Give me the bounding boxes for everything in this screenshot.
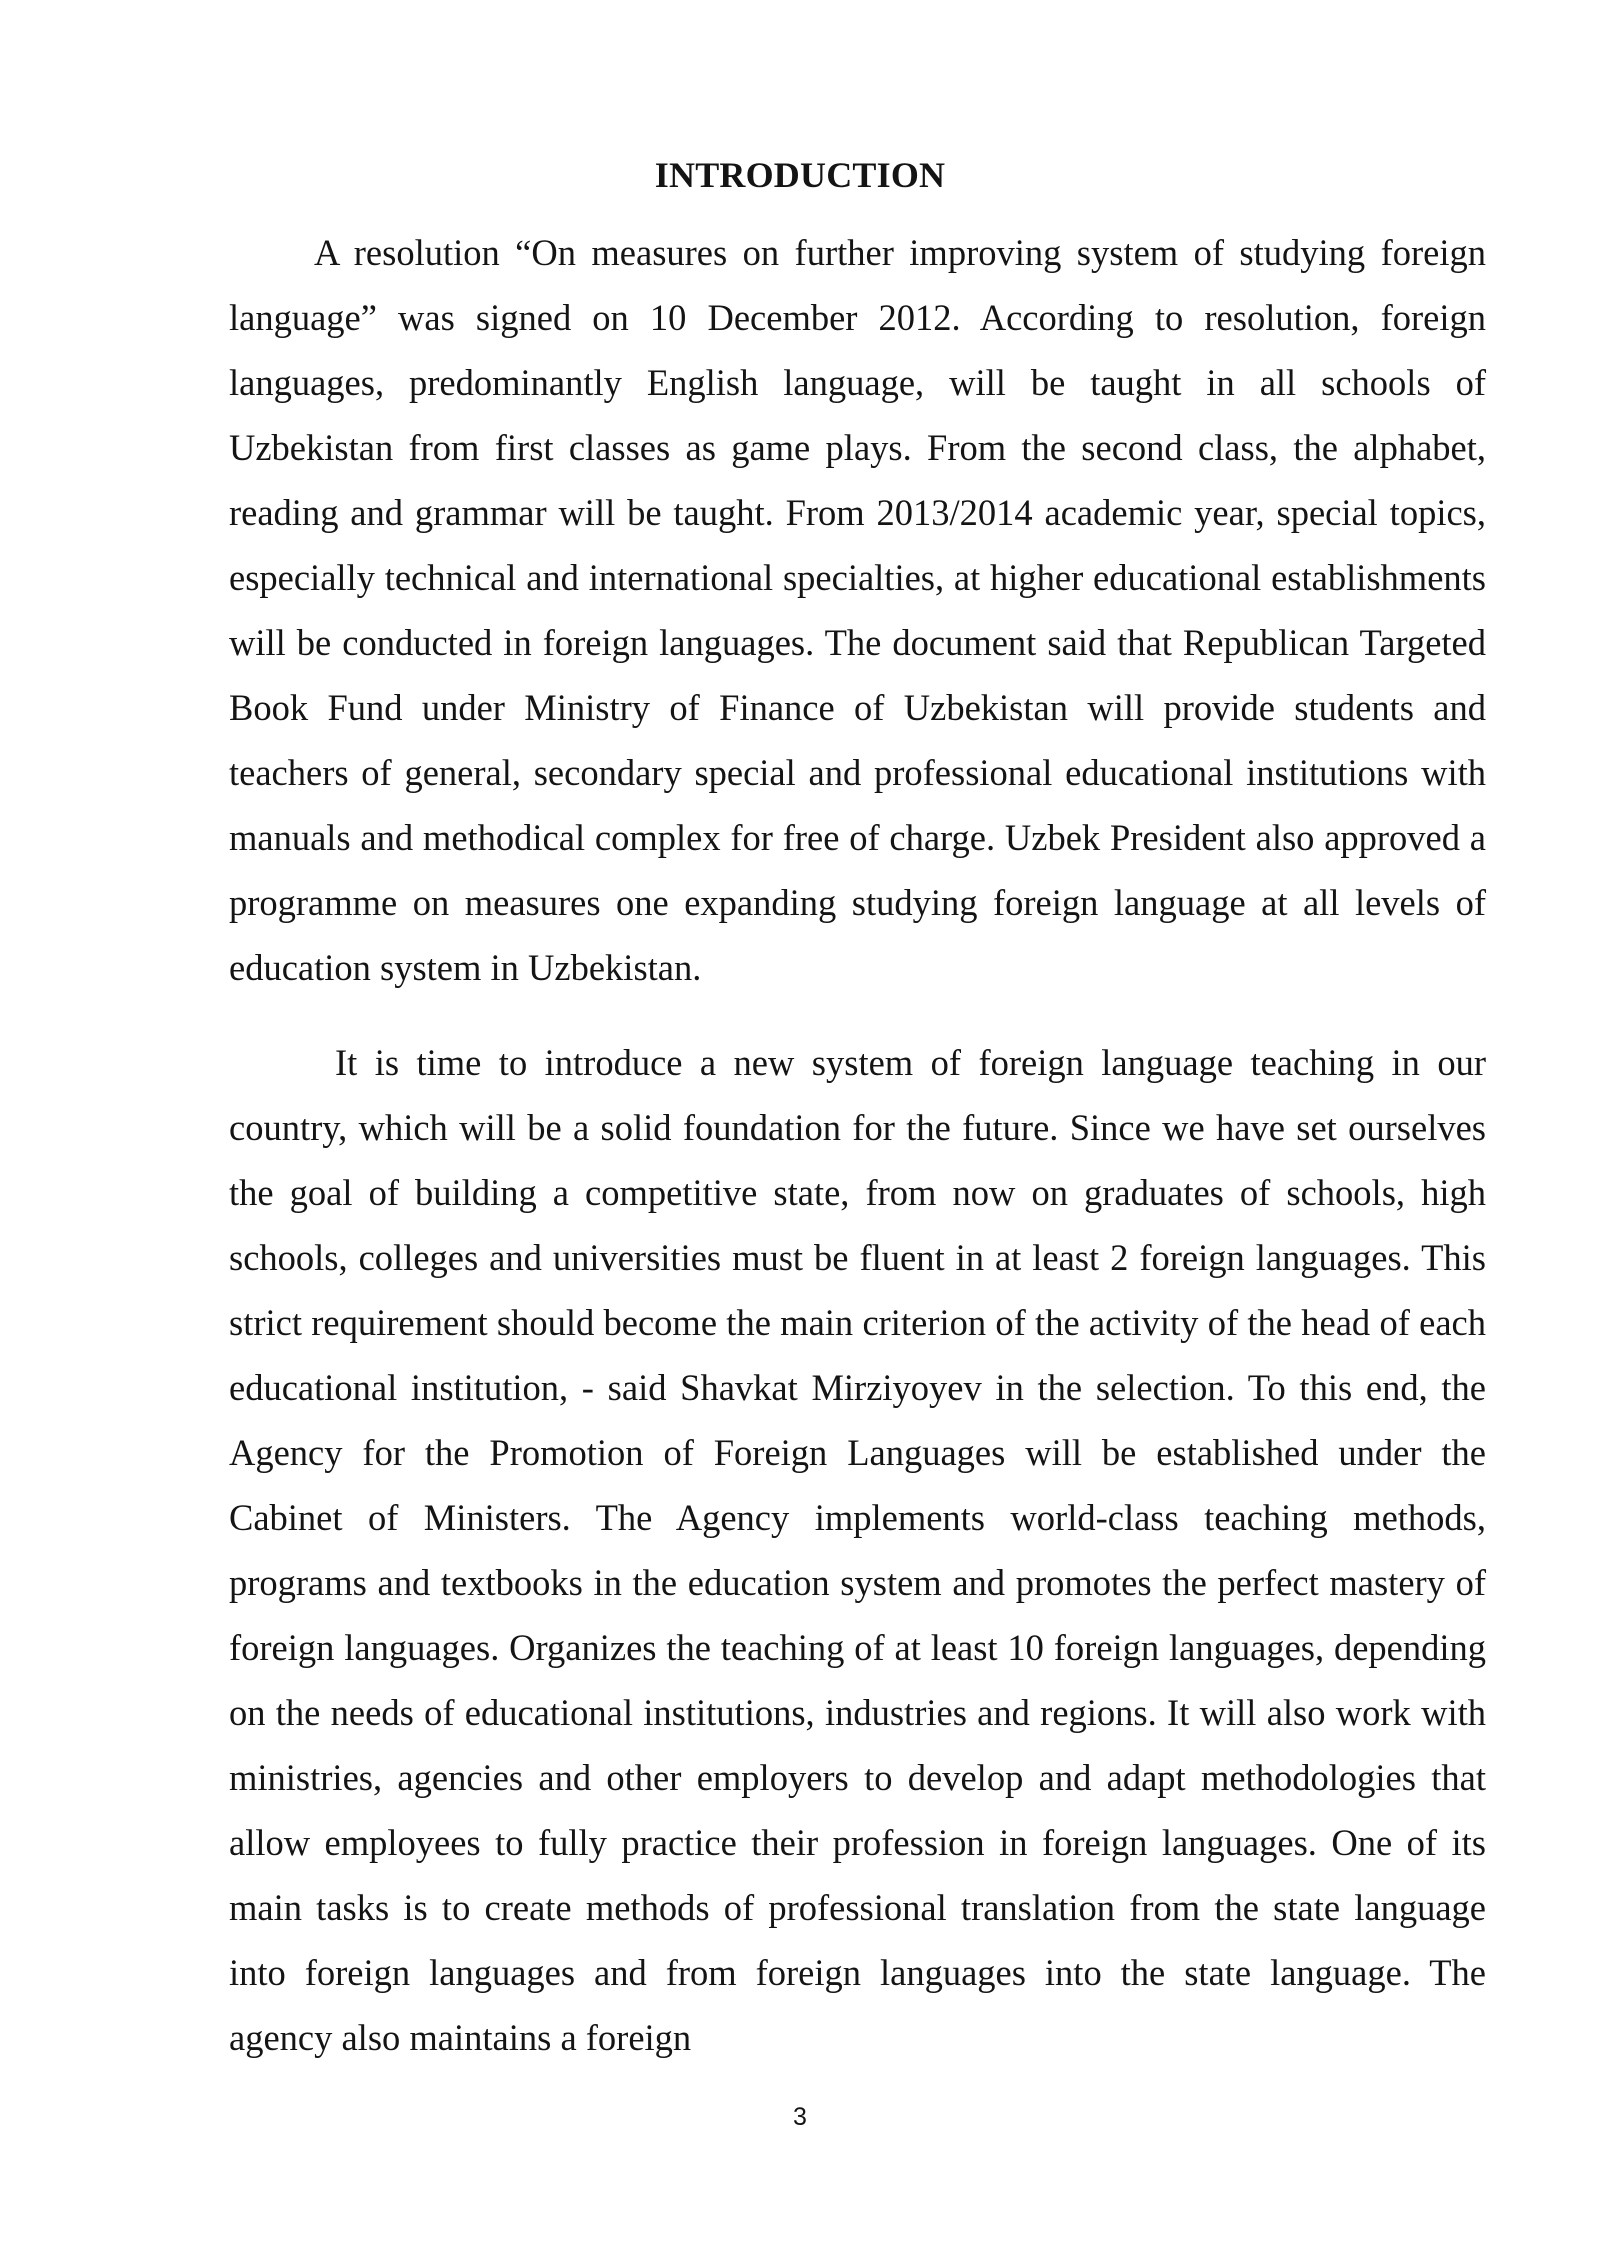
section-heading: INTRODUCTION — [654, 155, 946, 195]
page-number: 3 — [793, 2103, 807, 2131]
body-paragraph-1: A resolution “On measures on further improving system of studying foreign language” was signed on 10 December 2012. According to resolution, foreign languages, predominantly English language, will be taught in all schools of Uzbekistan from first classes as game plays. From the second class, the alphabet, reading and grammar will be taught. From 2013/2014 academic year, special topics, especially technical and international specialties, at higher educational establishments will be conducted in foreign languages. The document said that Republican Targeted Book Fund under Ministry of Finance of Uzbekistan will provide students and teachers of general, secondary special and professional educational institutions with manuals and methodical complex for free of charge. Uzbek President also approved a programme on measures one expanding studying foreign language at all levels of education system in Uzbekistan. — [229, 232, 1486, 988]
body-paragraph-2: It is time to introduce a new system of foreign language teaching in our country, which will be a solid foundation for the future. Since we have set ourselves the goal of building a competitive state, from now on graduates of schools, high schools, colleges and universities must be fluent in at least 2 foreign languages. This strict requirement should become the main criterion of the activity of the head of each educational institution, - said Shavkat Mirziyoyev in the selection. To this end, the Agency for the Promotion of Foreign Languages will be established under the Cabinet of Ministers. The Agency implements world-class teaching methods, programs and textbooks in the education system and promotes the perfect mastery of foreign languages. Organizes the teaching of at least 10 foreign languages, depending on the needs of educational institutions, industries and regions. It will also work with ministries, agencies and other employers to develop and adapt methodologies that allow employees to fully practice their profession in foreign languages. One of its main tasks is to create methods of professional translation from the state language into foreign languages and from foreign languages into the state language. The agency also maintains a foreign — [229, 1042, 1486, 2058]
